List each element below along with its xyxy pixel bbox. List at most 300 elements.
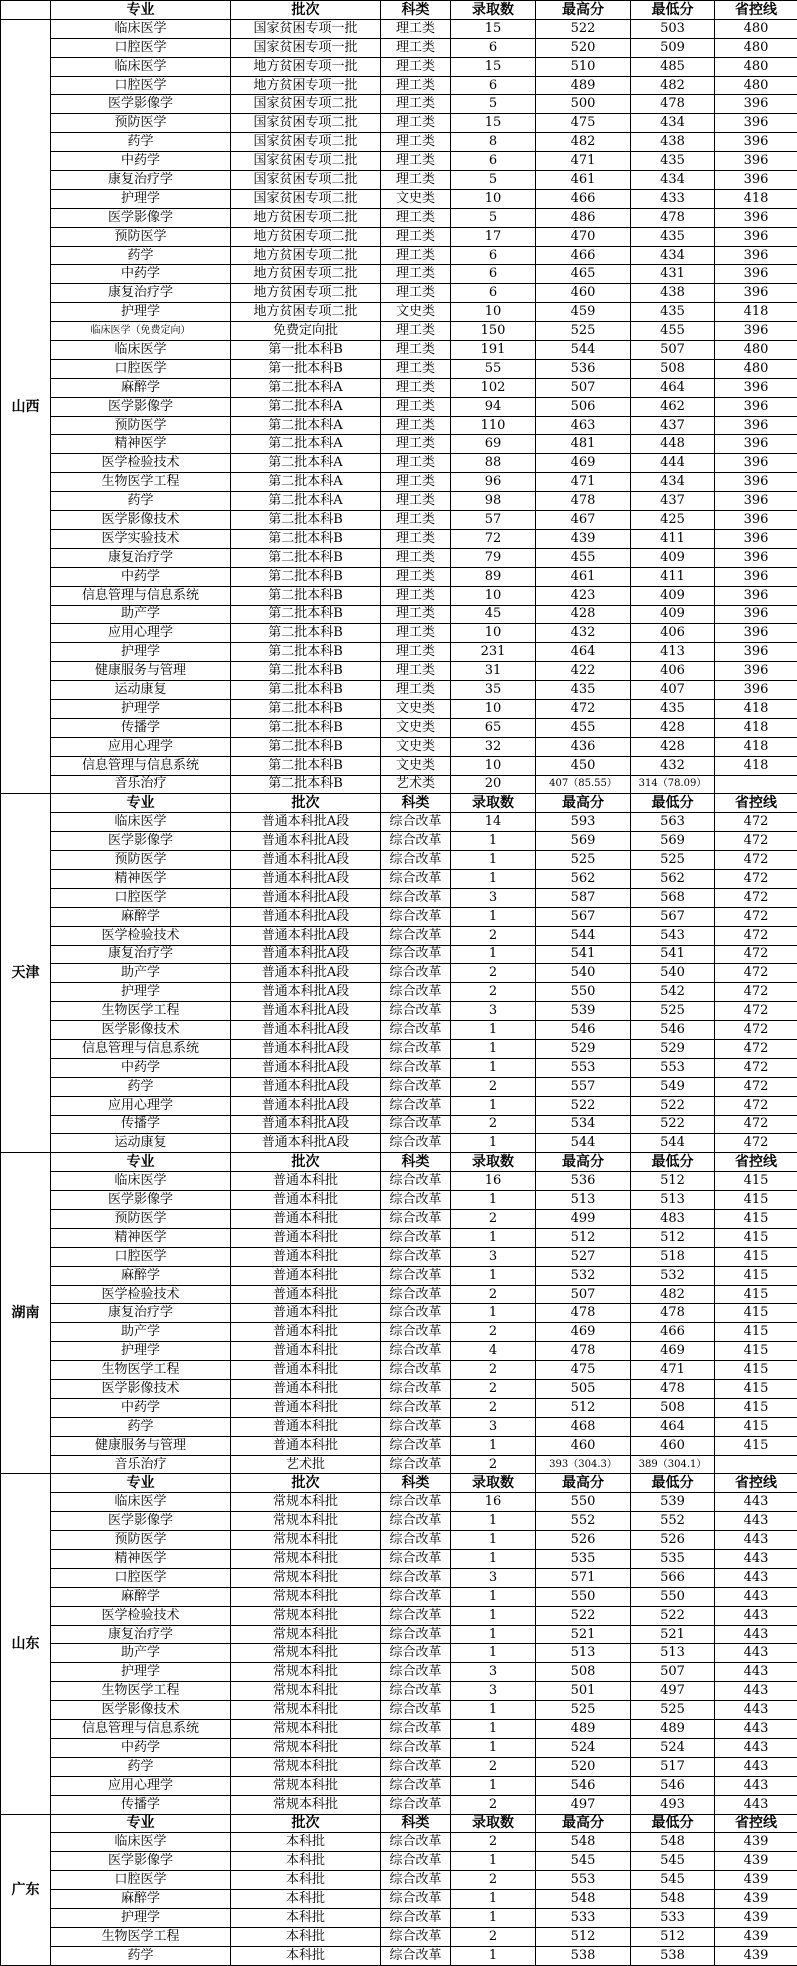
major-cell: 口腔医学 <box>51 1247 231 1266</box>
max-score-cell: 550 <box>536 983 631 1002</box>
major-cell: 临床医学 <box>51 1172 231 1191</box>
admitted-cell: 1 <box>451 1228 536 1247</box>
table-row <box>1 681 797 700</box>
min-score-cell: 478 <box>631 1304 715 1323</box>
min-score-cell: 503 <box>631 19 715 38</box>
admitted-cell: 110 <box>451 416 536 435</box>
admitted-cell: 8 <box>451 133 536 152</box>
batch-cell: 第二批本科A <box>231 435 381 454</box>
min-score-cell: 435 <box>631 303 715 322</box>
batch-cell: 普通本科批A段 <box>231 1077 381 1096</box>
max-score-cell: 571 <box>536 1568 631 1587</box>
batch-cell: 第一批本科B <box>231 341 381 360</box>
major-cell: 口腔医学 <box>51 1568 231 1587</box>
table-row <box>1 171 797 190</box>
admitted-cell: 231 <box>451 643 536 662</box>
max-score-cell: 423 <box>536 586 631 605</box>
min-score-cell: 563 <box>631 813 715 832</box>
admitted-cell: 2 <box>451 964 536 983</box>
major-cell: 精神医学 <box>51 435 231 454</box>
table-row <box>1 492 797 511</box>
table-row <box>1 756 797 775</box>
header-min-score: 最低分 <box>631 1 715 20</box>
min-score-cell: 406 <box>631 624 715 643</box>
batch-cell: 常规本科批 <box>231 1720 381 1739</box>
category-cell: 综合改革 <box>381 1757 451 1776</box>
category-cell: 文史类 <box>381 189 451 208</box>
max-score-cell: 532 <box>536 1266 631 1285</box>
control-line-cell: 472 <box>715 813 797 832</box>
admitted-cell: 3 <box>451 1568 536 1587</box>
batch-cell: 第二批本科B <box>231 529 381 548</box>
major-cell: 口腔医学 <box>51 1871 231 1890</box>
table-row <box>1 1776 797 1795</box>
min-score-cell: 434 <box>631 246 715 265</box>
category-cell: 理工类 <box>381 548 451 567</box>
category-cell: 理工类 <box>381 19 451 38</box>
min-score-cell: 548 <box>631 1833 715 1852</box>
batch-cell: 地方贫困专项一批 <box>231 57 381 76</box>
control-line-cell: 472 <box>715 1077 797 1096</box>
batch-cell: 普通本科批A段 <box>231 851 381 870</box>
batch-cell: 普通本科批A段 <box>231 869 381 888</box>
major-cell: 助产学 <box>51 1644 231 1663</box>
max-score-cell: 428 <box>536 605 631 624</box>
category-cell: 理工类 <box>381 95 451 114</box>
max-score-cell: 593 <box>536 813 631 832</box>
min-score-cell: 428 <box>631 718 715 737</box>
batch-cell: 第二批本科A <box>231 454 381 473</box>
category-cell: 理工类 <box>381 624 451 643</box>
max-score-cell: 513 <box>536 1191 631 1210</box>
table-row <box>1 1436 797 1455</box>
category-cell: 综合改革 <box>381 888 451 907</box>
category-cell: 综合改革 <box>381 1455 451 1474</box>
admitted-cell: 1 <box>451 1908 536 1927</box>
category-cell: 综合改革 <box>381 832 451 851</box>
major-cell: 医学影像学 <box>51 397 231 416</box>
section-header-row <box>1 1474 797 1493</box>
admitted-cell: 1 <box>451 1021 536 1040</box>
table-row <box>1 1946 797 1965</box>
batch-cell: 地方贫困专项二批 <box>231 246 381 265</box>
table-row <box>1 57 797 76</box>
batch-cell: 常规本科批 <box>231 1493 381 1512</box>
min-score-cell: 507 <box>631 1663 715 1682</box>
max-score-cell: 522 <box>536 19 631 38</box>
major-cell: 药学 <box>51 1757 231 1776</box>
admitted-cell: 2 <box>451 1833 536 1852</box>
max-score-cell: 527 <box>536 1247 631 1266</box>
category-cell: 理工类 <box>381 643 451 662</box>
admitted-cell: 55 <box>451 359 536 378</box>
min-score-cell: 438 <box>631 133 715 152</box>
max-score-cell: 465 <box>536 265 631 284</box>
admitted-cell: 2 <box>451 983 536 1002</box>
admitted-cell: 2 <box>451 1398 536 1417</box>
max-score-cell: 522 <box>536 1606 631 1625</box>
control-line-cell: 396 <box>715 378 797 397</box>
major-cell: 医学检验技术 <box>51 454 231 473</box>
control-line-cell: 443 <box>715 1720 797 1739</box>
province-cell: 天津 <box>1 794 51 1153</box>
category-cell: 综合改革 <box>381 1398 451 1417</box>
category-cell: 综合改革 <box>381 1323 451 1342</box>
control-line-cell: 472 <box>715 964 797 983</box>
header-min-score: 最低分 <box>631 1474 715 1493</box>
control-line-cell: 443 <box>715 1606 797 1625</box>
category-cell: 综合改革 <box>381 1436 451 1455</box>
table-row <box>1 1077 797 1096</box>
admitted-cell: 1 <box>451 945 536 964</box>
major-cell: 生物医学工程 <box>51 1682 231 1701</box>
batch-cell: 普通本科批A段 <box>231 1115 381 1134</box>
max-score-cell: 486 <box>536 208 631 227</box>
max-score-cell: 520 <box>536 38 631 57</box>
section-header-row <box>1 794 797 813</box>
major-cell: 康复治疗学 <box>51 945 231 964</box>
control-line-cell: 472 <box>715 1096 797 1115</box>
table-row <box>1 1890 797 1909</box>
table-row <box>1 699 797 718</box>
major-cell: 助产学 <box>51 605 231 624</box>
control-line-cell: 418 <box>715 699 797 718</box>
control-line-cell: 418 <box>715 189 797 208</box>
max-score-cell: 461 <box>536 567 631 586</box>
table-row <box>1 1663 797 1682</box>
admitted-cell: 2 <box>451 1757 536 1776</box>
table-row <box>1 586 797 605</box>
header-major: 专业 <box>51 1153 231 1172</box>
max-score-cell: 478 <box>536 492 631 511</box>
table-row <box>1 737 797 756</box>
category-cell: 理工类 <box>381 76 451 95</box>
header-control-line: 省控线 <box>715 1474 797 1493</box>
max-score-cell: 422 <box>536 662 631 681</box>
batch-cell: 第二批本科A <box>231 473 381 492</box>
header-max-score: 最高分 <box>536 1474 631 1493</box>
control-line-cell: 439 <box>715 1927 797 1946</box>
table-row <box>1 1021 797 1040</box>
table-row <box>1 1210 797 1229</box>
batch-cell: 第二批本科B <box>231 605 381 624</box>
category-cell: 理工类 <box>381 57 451 76</box>
admitted-cell: 1 <box>451 1512 536 1531</box>
header-min-score: 最低分 <box>631 794 715 813</box>
control-line-cell: 443 <box>715 1701 797 1720</box>
table-row <box>1 341 797 360</box>
min-score-cell: 428 <box>631 737 715 756</box>
major-cell: 临床医学 <box>51 57 231 76</box>
max-score-cell: 507 <box>536 1285 631 1304</box>
category-cell: 综合改革 <box>381 1191 451 1210</box>
max-score-cell: 539 <box>536 1002 631 1021</box>
category-cell: 综合改革 <box>381 869 451 888</box>
major-cell: 医学检验技术 <box>51 926 231 945</box>
category-cell: 理工类 <box>381 397 451 416</box>
category-cell: 理工类 <box>381 586 451 605</box>
min-score-cell: 409 <box>631 586 715 605</box>
batch-cell: 常规本科批 <box>231 1701 381 1720</box>
max-score-cell: 562 <box>536 869 631 888</box>
header-batch: 批次 <box>231 1 381 20</box>
category-cell: 综合改革 <box>381 1625 451 1644</box>
batch-cell: 普通本科批A段 <box>231 888 381 907</box>
batch-cell: 常规本科批 <box>231 1663 381 1682</box>
batch-cell: 普通本科批 <box>231 1228 381 1247</box>
category-cell: 综合改革 <box>381 1380 451 1399</box>
table-row <box>1 1682 797 1701</box>
admitted-cell: 1 <box>451 1625 536 1644</box>
table-row <box>1 1228 797 1247</box>
major-cell: 临床医学 <box>51 341 231 360</box>
province-cell: 山西 <box>1 19 51 794</box>
control-line-cell: 443 <box>715 1531 797 1550</box>
control-line-cell: 439 <box>715 1852 797 1871</box>
control-line-cell: 396 <box>715 548 797 567</box>
category-cell: 理工类 <box>381 416 451 435</box>
table-row <box>1 1720 797 1739</box>
admitted-cell: 72 <box>451 529 536 548</box>
control-line-cell: 415 <box>715 1436 797 1455</box>
min-score-cell: 435 <box>631 227 715 246</box>
admitted-cell: 96 <box>451 473 536 492</box>
batch-cell: 第二批本科B <box>231 586 381 605</box>
batch-cell: 第二批本科B <box>231 511 381 530</box>
major-cell: 口腔医学 <box>51 888 231 907</box>
min-score-cell: 460 <box>631 1436 715 1455</box>
batch-cell: 国家贫困专项二批 <box>231 133 381 152</box>
control-line-cell: 443 <box>715 1757 797 1776</box>
major-cell: 临床医学 <box>51 1493 231 1512</box>
table-row <box>1 983 797 1002</box>
batch-cell: 本科批 <box>231 1908 381 1927</box>
batch-cell: 普通本科批 <box>231 1417 381 1436</box>
category-cell: 综合改革 <box>381 1587 451 1606</box>
batch-cell: 第二批本科B <box>231 718 381 737</box>
control-line-cell: 396 <box>715 567 797 586</box>
category-cell: 综合改革 <box>381 926 451 945</box>
control-line-cell: 396 <box>715 416 797 435</box>
min-score-cell: 508 <box>631 1398 715 1417</box>
max-score-cell: 436 <box>536 737 631 756</box>
admitted-cell: 10 <box>451 624 536 643</box>
min-score-cell: 535 <box>631 1550 715 1569</box>
major-cell: 医学检验技术 <box>51 1606 231 1625</box>
category-cell: 理工类 <box>381 227 451 246</box>
admitted-cell: 1 <box>451 1039 536 1058</box>
major-cell: 健康服务与管理 <box>51 1436 231 1455</box>
min-score-cell: 431 <box>631 265 715 284</box>
max-score-cell: 535 <box>536 1550 631 1569</box>
table-row <box>1 1058 797 1077</box>
header-max-score: 最高分 <box>536 1153 631 1172</box>
batch-cell: 地方贫困专项二批 <box>231 208 381 227</box>
control-line-cell: 439 <box>715 1908 797 1927</box>
table-row <box>1 208 797 227</box>
min-score-cell: 546 <box>631 1021 715 1040</box>
major-cell: 中药学 <box>51 1738 231 1757</box>
major-cell: 中药学 <box>51 567 231 586</box>
min-score-cell: 478 <box>631 95 715 114</box>
table-row <box>1 322 797 341</box>
batch-cell: 国家贫困专项二批 <box>231 171 381 190</box>
table-row <box>1 133 797 152</box>
category-cell: 综合改革 <box>381 1247 451 1266</box>
major-cell: 传播学 <box>51 718 231 737</box>
major-cell: 预防医学 <box>51 114 231 133</box>
admitted-cell: 88 <box>451 454 536 473</box>
table-row <box>1 567 797 586</box>
batch-cell: 普通本科批 <box>231 1172 381 1191</box>
admitted-cell: 69 <box>451 435 536 454</box>
major-cell: 康复治疗学 <box>51 284 231 303</box>
major-cell: 预防医学 <box>51 851 231 870</box>
header-max-score: 最高分 <box>536 1 631 20</box>
table-row <box>1 303 797 322</box>
category-cell: 理工类 <box>381 454 451 473</box>
table-row <box>1 284 797 303</box>
category-cell: 理工类 <box>381 662 451 681</box>
header-batch: 批次 <box>231 1474 381 1493</box>
control-line-cell: 415 <box>715 1172 797 1191</box>
control-line-cell: 472 <box>715 907 797 926</box>
max-score-cell: 467 <box>536 511 631 530</box>
max-score-cell: 553 <box>536 1058 631 1077</box>
admitted-cell: 2 <box>451 1927 536 1946</box>
category-cell: 综合改革 <box>381 945 451 964</box>
max-score-cell: 432 <box>536 624 631 643</box>
major-cell: 中药学 <box>51 1058 231 1077</box>
min-score-cell: 434 <box>631 114 715 133</box>
control-line-cell: 396 <box>715 284 797 303</box>
table-row <box>1 869 797 888</box>
admitted-cell: 1 <box>451 1606 536 1625</box>
table-row <box>1 1568 797 1587</box>
batch-cell: 普通本科批 <box>231 1191 381 1210</box>
batch-cell: 国家贫困专项二批 <box>231 189 381 208</box>
admitted-cell: 1 <box>451 1134 536 1153</box>
min-score-cell: 482 <box>631 76 715 95</box>
batch-cell: 本科批 <box>231 1852 381 1871</box>
category-cell: 综合改革 <box>381 1776 451 1795</box>
max-score-cell: 469 <box>536 454 631 473</box>
control-line-cell: 415 <box>715 1398 797 1417</box>
batch-cell: 第二批本科B <box>231 548 381 567</box>
major-cell: 麻醉学 <box>51 1266 231 1285</box>
admitted-cell: 3 <box>451 1663 536 1682</box>
batch-cell: 第二批本科B <box>231 756 381 775</box>
min-score-cell: 485 <box>631 57 715 76</box>
control-line-cell: 415 <box>715 1247 797 1266</box>
major-cell: 护理学 <box>51 1342 231 1361</box>
admitted-cell: 35 <box>451 681 536 700</box>
max-score-cell: 544 <box>536 341 631 360</box>
major-cell: 信息管理与信息系统 <box>51 756 231 775</box>
min-score-cell: 455 <box>631 322 715 341</box>
batch-cell: 普通本科批 <box>231 1436 381 1455</box>
batch-cell: 普通本科批 <box>231 1285 381 1304</box>
max-score-cell: 546 <box>536 1021 631 1040</box>
table-row <box>1 775 797 794</box>
min-score-cell: 433 <box>631 189 715 208</box>
control-line-cell: 472 <box>715 851 797 870</box>
min-score-cell: 522 <box>631 1096 715 1115</box>
control-line-cell: 396 <box>715 662 797 681</box>
max-score-cell: 455 <box>536 548 631 567</box>
min-score-cell: 518 <box>631 1247 715 1266</box>
category-cell: 理工类 <box>381 341 451 360</box>
major-cell: 音乐治疗 <box>51 775 231 794</box>
major-cell: 传播学 <box>51 1795 231 1814</box>
admitted-cell: 15 <box>451 57 536 76</box>
table-row <box>1 1531 797 1550</box>
category-cell: 文史类 <box>381 756 451 775</box>
control-line-cell: 472 <box>715 945 797 964</box>
table-row <box>1 1833 797 1852</box>
admitted-cell: 6 <box>451 76 536 95</box>
category-cell: 理工类 <box>381 265 451 284</box>
min-score-cell: 525 <box>631 851 715 870</box>
min-score-cell: 569 <box>631 832 715 851</box>
control-line-cell: 396 <box>715 171 797 190</box>
admitted-cell: 1 <box>451 1852 536 1871</box>
max-score-cell: 464 <box>536 643 631 662</box>
major-cell: 中药学 <box>51 265 231 284</box>
batch-cell: 第二批本科A <box>231 492 381 511</box>
batch-cell: 普通本科批 <box>231 1361 381 1380</box>
max-score-cell: 524 <box>536 1738 631 1757</box>
admitted-cell: 1 <box>451 1890 536 1909</box>
admitted-cell: 1 <box>451 869 536 888</box>
control-line-cell: 443 <box>715 1568 797 1587</box>
admitted-cell: 6 <box>451 265 536 284</box>
major-cell: 护理学 <box>51 1908 231 1927</box>
admitted-cell: 15 <box>451 114 536 133</box>
batch-cell: 普通本科批A段 <box>231 813 381 832</box>
admitted-cell: 1 <box>451 832 536 851</box>
max-score-cell: 455 <box>536 718 631 737</box>
max-score-cell: 548 <box>536 1833 631 1852</box>
table-row <box>1 454 797 473</box>
category-cell: 综合改革 <box>381 1266 451 1285</box>
min-score-cell: 483 <box>631 1210 715 1229</box>
admitted-cell: 10 <box>451 586 536 605</box>
control-line-cell: 415 <box>715 1380 797 1399</box>
control-line-cell: 472 <box>715 983 797 1002</box>
max-score-cell: 520 <box>536 1757 631 1776</box>
min-score-cell: 533 <box>631 1908 715 1927</box>
max-score-cell: 481 <box>536 435 631 454</box>
major-cell: 康复治疗学 <box>51 171 231 190</box>
major-cell: 药学 <box>51 133 231 152</box>
table-row <box>1 1606 797 1625</box>
admitted-cell: 1 <box>451 1436 536 1455</box>
control-line-cell: 396 <box>715 133 797 152</box>
min-score-cell: 437 <box>631 416 715 435</box>
min-score-cell: 389（304.1） <box>631 1455 715 1474</box>
province-cell: 山东 <box>1 1474 51 1814</box>
table-row <box>1 1795 797 1814</box>
control-line-cell: 396 <box>715 643 797 662</box>
min-score-cell: 425 <box>631 511 715 530</box>
admitted-cell: 1 <box>451 1644 536 1663</box>
table-row <box>1 832 797 851</box>
admitted-cell: 5 <box>451 95 536 114</box>
control-line-cell: 396 <box>715 265 797 284</box>
control-line-cell: 472 <box>715 1002 797 1021</box>
major-cell: 精神医学 <box>51 1228 231 1247</box>
